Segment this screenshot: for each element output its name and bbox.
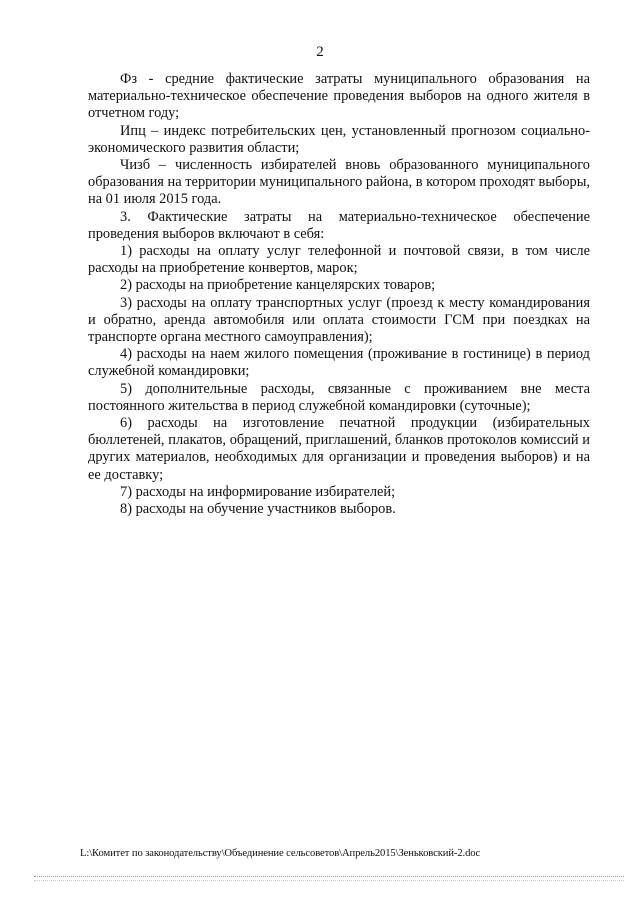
scan-edge-line-secondary <box>34 880 624 881</box>
list-item-expense-7: 7) расходы на информирование избирателей; <box>120 483 396 500</box>
paragraph-chizb-definition: Чизб – численность избирателей вновь образованного муниципального образования на территории муниципального района, в котором проходят выборы, на 01 июля 2015 года. <box>88 157 590 208</box>
page-number: 2 <box>316 44 324 60</box>
paragraph-fz-definition: Фз - средние фактические затраты муниципального образования на материально-техническое обеспечение проведения выборов на одного жителя в отчетном году; <box>88 71 590 122</box>
scan-edge-line <box>34 876 624 877</box>
list-item-expense-5: 5) дополнительные расходы, связанные с проживанием вне места постоянного жительства в период служебной командировки (суточные); <box>88 380 590 414</box>
list-item-expense-3: 3) расходы на оплату транспортных услуг (проезд к месту командирования и обратно, аренда автомобиля или оплата стоимости ГСМ при поездках на транспорте органа местного самоуправления); <box>88 294 590 346</box>
list-item-expense-6: 6) расходы на изготовление печатной продукции (избирательных бюллетеней, плакатов, обращений, приглашений, бланков протоколов комиссий и других материалов, необходимых для организации и проведения выборов) и на ее доставку; <box>88 415 590 483</box>
paragraph-section-3-intro: 3. Фактические затраты на материально-техническое обеспечение проведения выборов включают в себя: <box>88 208 590 242</box>
document-body <box>88 71 590 518</box>
paragraph-ipc-definition: Ипц – индекс потребительских цен, установленный прогнозом социально-экономического развития области; <box>88 122 590 156</box>
footer-file-path: L:\Комитет по законодательству\Объединение сельсоветов\Апрель2015\Зеньковский-2.doc <box>80 848 481 859</box>
list-item-expense-4: 4) расходы на наем жилого помещения (проживание в гостинице) в период служебной командировки; <box>88 346 590 380</box>
list-item-expense-1: 1) расходы на оплату услуг телефонной и почтовой связи, в том числе расходы на приобретение конвертов, марок; <box>88 243 590 277</box>
list-item-expense-2: 2) расходы на приобретение канцелярских товаров; <box>120 277 436 294</box>
list-item-expense-8: 8) расходы на обучение участников выборов. <box>120 501 396 518</box>
